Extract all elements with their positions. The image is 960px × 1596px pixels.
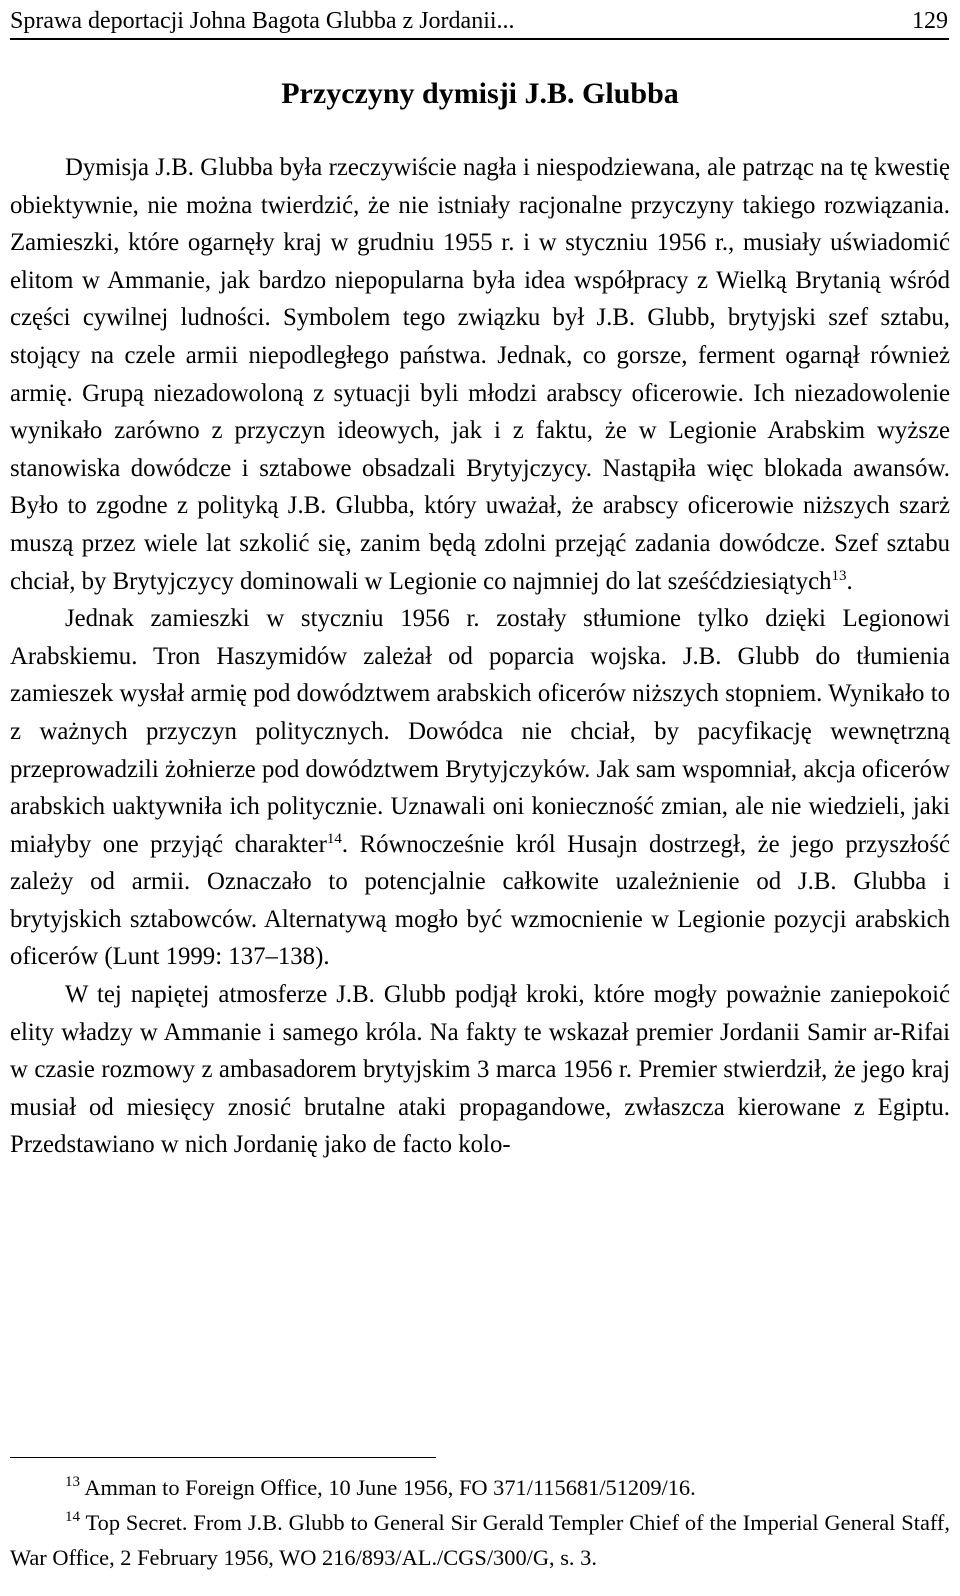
paragraph-1-text: Dymisja J.B. Glubba była rzeczywiście nagła i niespodziewana, ale patrząc na tę kwestię obiektywnie, nie można twierdzić, że nie istniały racjonalne przyczyny takiego rozwiązania. Zamieszki, które ogarnęły kraj w grudniu 1955 r. i w styczniu 1956 r., musiały uświadomić elitom w Ammanie, jak bardzo niepopularna była idea współpracy z Wielką Brytanią wśród części cywilnej ludności. Symbolem tego związku był J.B. Glubb, brytyjski szef sztabu, stojący na czele armii niepodległego państwa. Jednak, co gorsze, ferment ogarnął również armię. Grupą niezadowoloną z sytuacji byli młodzi arabscy oficerowie. Ich niezadowolenie wynikało zarówno z przyczyn ideowych, jak i z faktu, że w Legionie Arabskim wyższe stanowiska dowódcze i sztabowe obsadzali Brytyjczycy. Nastąpiła więc blokada awansów. Było to zgodne z polityką J.B. Glubba, który uważał, że arabscy oficerowie niższych szarż muszą przez wiele lat szkolić się, zanim będą zdolni przejąć zadania dowódcze. Szef sztabu chciał, by Brytyjczycy dominowali w Legionie co najmniej do lat sześćdziesiątych [10,154,950,595]
section-title: Przyczyny dymisji J.B. Glubba [281,77,679,110]
footnote-ref-13[interactable]: 13 [831,567,847,584]
footnote-number-13: 13 [65,1474,80,1490]
paragraph-2-tail: . Równocześnie król Husajn dostrzegł, że jego przyszłość zależy od armii. Oznaczało to potencjalnie całkowite uzależnienie od J.B. Glubba i brytyjskich sztabowców. Alternatywą mogło być wzmocnienie w Legionie pozycji arabskich oficerów (Lunt 1999: 137–138). [10,830,950,971]
running-header [10,4,949,40]
paragraph-1-tail: . [846,567,853,595]
running-header-title: Sprawa deportacji Johna Bagota Glubba z Jordanii... [10,8,515,34]
footnote-divider [10,1457,436,1458]
footnote-ref-14[interactable]: 14 [326,830,342,847]
paragraph-3 [10,976,950,1164]
footnote-14 [10,1505,950,1575]
footnote-14-text: Top Secret. From J.B. Glubb to General Sir Gerald Templer Chief of the Imperial General Staff, War Office, 2 February 1956, WO 216/893/AL./CGS/300/G, s. 3. [10,1510,950,1570]
paragraph-1 [10,149,950,600]
footnote-13-text: Amman to Foreign Office, 10 June 1956, FO 371/115681/51209/16. [84,1475,696,1500]
paragraph-3-text: W tej napiętej atmosferze J.B. Glubb podjął kroki, które mogły poważnie zaniepokoić elity władzy w Ammanie i samego króla. Na fakty te wskazał premier Jordanii Samir ar-Rifai w czasie rozmowy z ambasadorem brytyjskim 3 marca 1956 r. Premier stwierdził, że jego kraj musiał od miesięcy znosić brutalne ataki propagandowe, zwłaszcza kierowane z Egiptu. Przedstawiano w nich Jordanię jako de facto kolo- [10,981,950,1159]
paragraph-2-text: Jednak zamieszki w styczniu 1956 r. zostały stłumione tylko dzięki Legionowi Arabskiemu. Tron Haszymidów zależał od poparcia wojska. J.B. Glubb do tłumienia zamieszek wysłał armię pod dowództwem arabskich oficerów niższych stopniem. Wynikało to z ważnych przyczyn politycznych. Dowódca nie chciał, by pacyfikację wewnętrzną przeprowadzili żołnierze pod dowództwem Brytyjczyków. Jak sam wspomniał, akcja oficerów arabskich uaktywniła ich politycznie. Uznawali oni konieczność zmian, ale nie wiedzieli, jaki miałyby one przyjąć charakter [10,605,950,858]
paragraph-2 [10,600,950,976]
footnotes [10,1470,950,1575]
footnote-number-14: 14 [65,1509,80,1525]
body-text [10,149,950,1164]
page-number: 129 [912,8,948,34]
footnote-13 [10,1470,950,1505]
